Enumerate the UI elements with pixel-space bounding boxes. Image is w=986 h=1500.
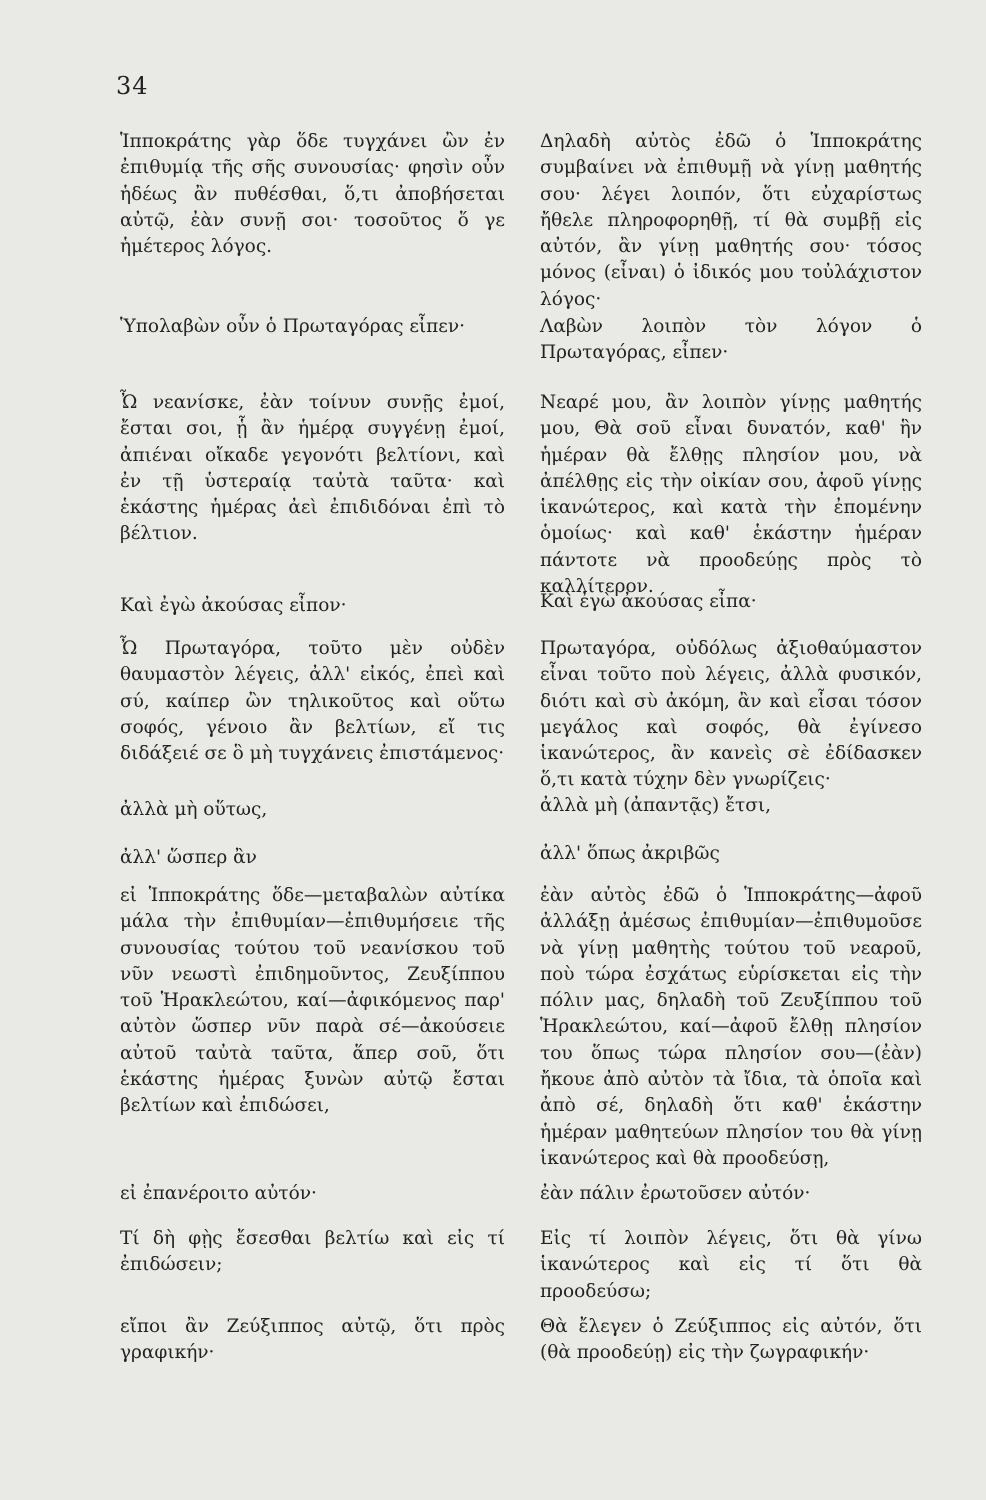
right-paragraph-1: Δηλαδὴ αὐτὸς ἐδῶ ὁ Ἱπποκράτης συμβαίνει νὰ ἐπιθυμῇ νὰ γίνῃ μαθητής σου· λέγει λοιπόν, ὅτι εὐχαρίστως ἤθελε πληροφορηθῇ, τί θὰ συμβῇ εἰς αὐτόν, ἂν γίνῃ μαθητής σου· τόσος μόνος (εἶναι) ὁ ἰδικός μου τοὐλάχιστον λόγος·: [540, 131, 922, 310]
right-paragraph-3: Νεαρέ μου, ἂν λοιπὸν γίνῃς μαθητής μου, Θὰ σοῦ εἶναι δυνατόν, καθ' ἣν ἡμέραν θὰ ἔλθῃς πλησίον μου, νὰ ἀπέλθῃς εἰς τὴν οἰκίαν σου, ἀφοῦ γίνῃς ἱκανώτερος, καὶ κατὰ τὴν ἐπομένην ὁμοίως· καὶ καθ' ἑκάστην ἡμέραν πάντοτε νὰ προοδεύῃς πρὸς τὸ καλλίτερον.: [540, 392, 922, 598]
left-paragraph-3: Ὦ νεανίσκε, ἐὰν τοίνυν συνῇς ἐμοί, ἔσται σοι, ᾗ ἂν ἡμέρᾳ συγγένῃ ἐμοί, ἀπιέναι οἴκαδε γεγονότι βελτίονι, καὶ ἐν τῇ ὑστεραίᾳ ταὐτὰ ταῦτα· καὶ ἑκάστης ἡμέρας ἀεὶ ἐπιδιδόναι ἐπὶ τὸ βέλτιον.: [120, 392, 505, 545]
left-paragraph-8: εἰ Ἱπποκράτης ὅδε—μεταβαλὼν αὐτίκα μάλα τὴν ἐπιθυμίαν—ἐπιθυμήσειε τῆς συνουσίας τούτου τοῦ νεανίσκου τοῦ νῦν νεωστὶ ἐπιδημοῦντος, Ζευξίππου τοῦ Ἡρακλεώτου, καί—ἀφικόμενος παρ' αὐτὸν ὥσπερ νῦν παρὰ σέ—ἀκούσειε αὐτοῦ ταὐτὰ ταῦτα, ἅπερ σοῦ, ὅτι ἑκάστης ἡμέρας ξυνὼν αὐτῷ ἔσται βελτίων καὶ ἐπιδώσει,: [120, 885, 505, 1117]
right-paragraph-10: Εἰς τί λοιπὸν λέγεις, ὅτι θὰ γίνω ἱκανώτερος καὶ εἰς τί ὅτι θὰ προοδεύσω;: [540, 1228, 922, 1302]
left-paragraph-7: ἀλλ' ὥσπερ ἂν: [120, 847, 257, 868]
left-paragraph-10: Τί δὴ φῂς ἔσεσθαι βελτίω καὶ εἰς τί ἐπιδώσειν;: [120, 1228, 505, 1276]
left-paragraph-6: ἀλλὰ μὴ οὕτως,: [120, 799, 268, 820]
right-paragraph-2: Λαβὼν λοιπὸν τὸν λόγον ὁ Πρωταγόρας, εἶπεν·: [540, 316, 922, 364]
left-paragraph-2: Ὑπολαβὼν οὖν ὁ Πρωταγόρας εἶπεν·: [120, 316, 466, 337]
right-paragraph-5: Πρωταγόρα, οὐδόλως ἀξιοθαύμαστον εἶναι τοῦτο ποὺ λέγεις, ἀλλὰ φυσικόν, διότι καὶ σὺ ἀκόμη, ἂν καὶ εἶσαι τόσον μεγάλος καὶ σοφός, θὰ ἐγίνεσο ἱκανώτερος, ἂν κανεὶς σὲ ἐδίδασκεν ὅ,τι κατὰ τύχην δὲν γνωρίζεις·: [540, 638, 922, 791]
page-number: 34: [116, 72, 149, 100]
right-paragraph-7: ἀλλ' ὅπως ἀκριβῶς: [540, 843, 720, 864]
right-paragraph-11: Θὰ ἔλεγεν ὁ Ζεύξιππος εἰς αὐτόν, ὅτι (θὰ προοδεύῃ) εἰς τὴν ζωγραφικήν·: [540, 1316, 922, 1364]
left-paragraph-4: Καὶ ἐγὼ ἀκούσας εἶπον·: [120, 595, 347, 616]
right-paragraph-4: Καὶ ἐγὼ ἀκούσας εἶπα·: [540, 591, 757, 612]
left-paragraph-1: Ἱπποκράτης γὰρ ὅδε τυγχάνει ὢν ἐν ἐπιθυμίᾳ τῆς σῆς συνουσίας· φησὶν οὖν ἡδέως ἂν πυθέσθαι, ὅ,τι ἀποβήσεται αὐτῷ, ἐὰν συνῇ σοι· τοσοῦτος ὅ γε ἡμέτερος λόγος.: [120, 131, 505, 258]
right-paragraph-9: ἐὰν πάλιν ἐρωτοῦσεν αὐτόν·: [540, 1183, 811, 1204]
left-paragraph-9: εἰ ἐπανέροιτο αὐτόν·: [120, 1183, 317, 1204]
left-paragraph-5: Ὦ Πρωταγόρα, τοῦτο μὲν οὐδὲν θαυμαστὸν λέγεις, ἀλλ' εἰκός, ἐπεὶ καὶ σύ, καίπερ ὢν τηλικοῦτος καὶ οὕτω σοφός, γένοιο ἂν βελτίων, εἴ τις διδάξειέ σε ὃ μὴ τυγχάνεις ἐπιστάμενος·: [120, 638, 505, 765]
right-paragraph-6: ἀλλὰ μὴ (ἀπαντᾷς) ἔτσι,: [540, 795, 772, 816]
right-paragraph-8: ἐὰν αὐτὸς ἐδῶ ὁ Ἱπποκράτης—ἀφοῦ ἀλλάξῃ ἀμέσως ἐπιθυμίαν—ἐπιθυμοῦσε νὰ γίνῃ μαθητὴς τούτου τοῦ νεαροῦ, ποὺ τώρα ἐσχάτως εὑρίσκεται εἰς τὴν πόλιν μας, δηλαδὴ τοῦ Ζευξίππου τοῦ Ἡρακλεώτου, καί—ἀφοῦ ἔλθῃ πλησίον του ὅπως τώρα πλησίον σου—(ἐὰν) ἤκουε ἀπὸ αὐτὸν τὰ ἴδια, τὰ ὁποῖα καὶ ἀπὸ σέ, δηλαδὴ ὅτι καθ' ἑκάστην ἡμέραν μαθητεύων πλησίον του θὰ γίνῃ ἱκανώτερος καὶ θὰ προοδεύσῃ,: [540, 885, 922, 1169]
left-paragraph-11: εἴποι ἂν Ζεύξιππος αὐτῷ, ὅτι πρὸς γραφικήν·: [120, 1316, 505, 1364]
